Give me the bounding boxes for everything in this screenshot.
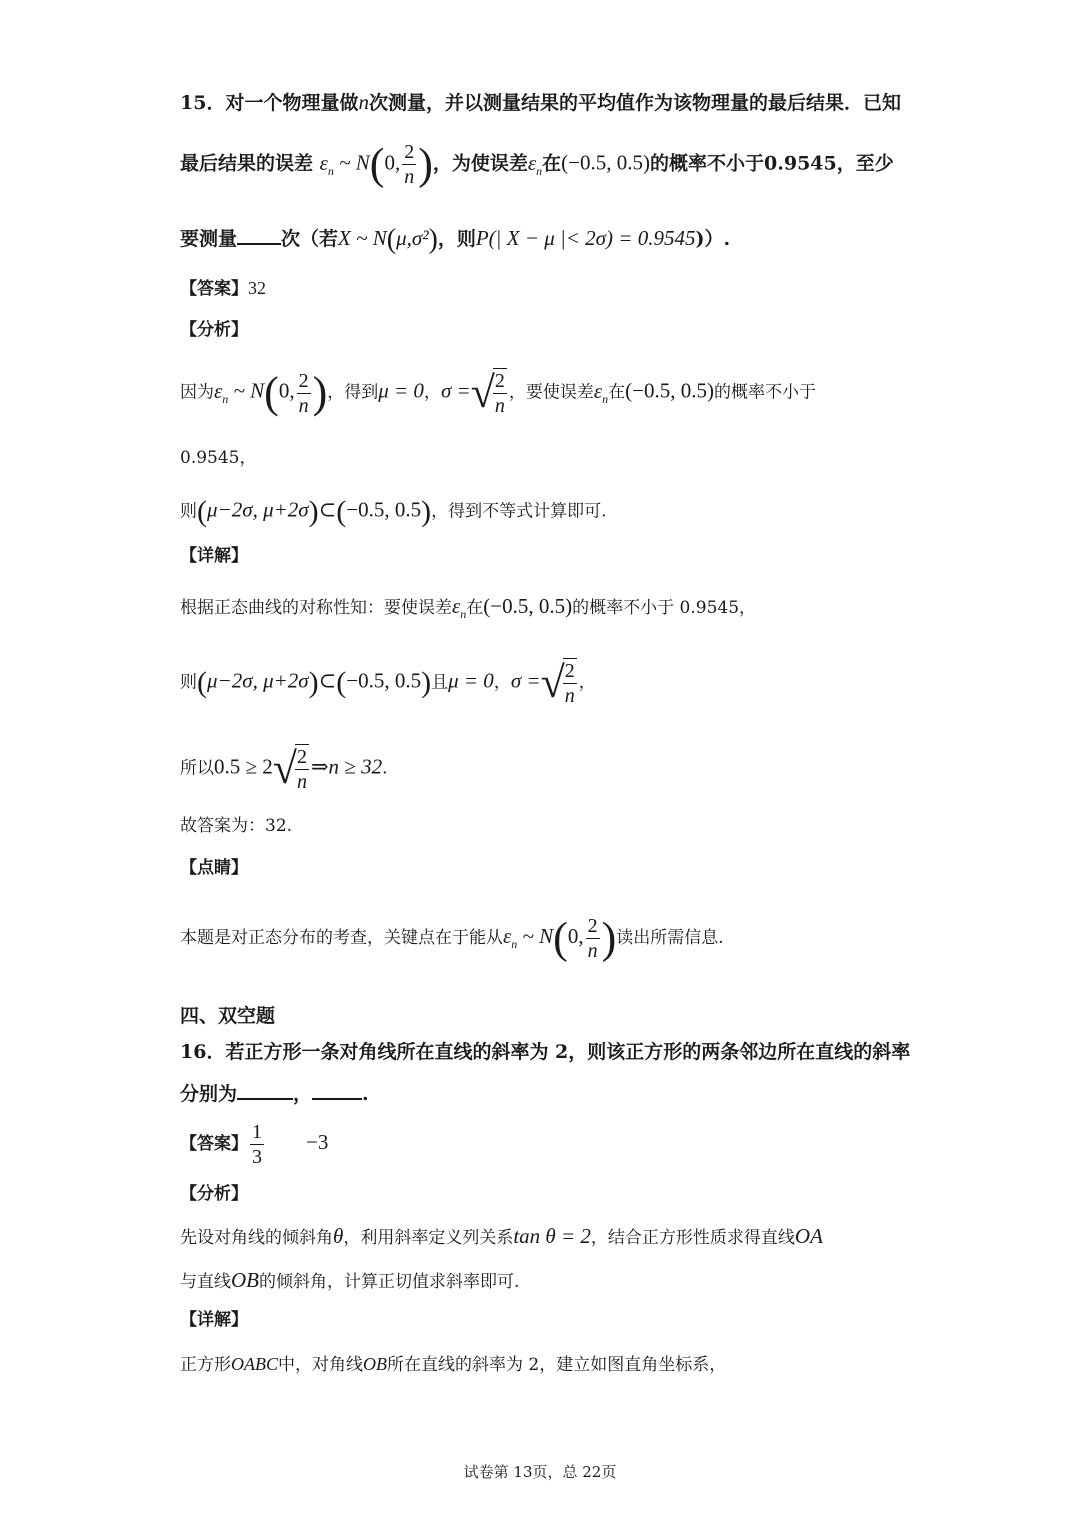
q16-text: . bbox=[362, 1083, 369, 1105]
text: ，得到 bbox=[327, 382, 379, 403]
paren-right: ) bbox=[601, 913, 617, 963]
math-interval: (−0.5, 0.5) bbox=[625, 378, 714, 403]
math-ob: OB bbox=[231, 1268, 259, 1292]
text: 且 bbox=[431, 672, 449, 693]
answer-label: 【答案】 bbox=[180, 1134, 248, 1154]
q16-text: 16．若正方形一条对角线所在直线的斜率为 2，则该正方形的两条邻边所在直线的斜率 bbox=[180, 1041, 911, 1063]
q15-line-1 bbox=[180, 88, 901, 117]
math-mu-zero: μ = 0 bbox=[378, 378, 424, 403]
math-oabc: OABC bbox=[231, 1354, 278, 1374]
math-zero: 0, bbox=[278, 378, 295, 403]
paren-right: ) bbox=[421, 666, 432, 699]
math-epsilon-n: $\varepsilon_n$ bbox=[527, 150, 543, 178]
math-subset: ⊂ bbox=[318, 497, 337, 522]
q16-line-2 bbox=[180, 1080, 369, 1108]
math-tilde-n: ~ N bbox=[333, 150, 370, 175]
q15-text: )）. bbox=[695, 228, 731, 250]
text: 本题是对正态分布的考查，关键点在于能从 bbox=[180, 928, 503, 948]
text: 中，对角线 bbox=[278, 1355, 363, 1375]
paren-right: ) bbox=[308, 666, 319, 699]
page-number: 试卷第 13页，总 22页 bbox=[463, 1463, 617, 1481]
q15-text: 要测量 bbox=[180, 228, 238, 250]
q16-detail-line-1 bbox=[180, 1350, 726, 1379]
math-epsilon-n: $\varepsilon_n$ bbox=[452, 594, 467, 622]
q15-detail-line-3 bbox=[180, 744, 387, 794]
math-epsilon-n: $\varepsilon_n$ bbox=[593, 378, 609, 406]
math-zero: 0, bbox=[567, 924, 584, 948]
paren-left: ( bbox=[197, 666, 207, 699]
q15-analysis-line-2 bbox=[180, 444, 256, 472]
sqrt-2-over-n: √ $\frac{2}{n}$ bbox=[470, 368, 505, 417]
math-interval: −0.5, 0.5 bbox=[346, 668, 422, 693]
q15-text: 最后结果的误差 bbox=[180, 152, 314, 175]
text: 的概率不小于 bbox=[714, 382, 816, 403]
q15-text: 在 bbox=[542, 152, 562, 175]
section-title: 四、双空题 bbox=[180, 1005, 276, 1027]
q16-line-1 bbox=[180, 1038, 910, 1066]
paren-left: ( bbox=[197, 495, 207, 528]
paren-right: ) bbox=[308, 495, 319, 528]
math-zero: 0, bbox=[384, 150, 401, 175]
paren-left: ( bbox=[386, 224, 397, 255]
sqrt-2-over-n: √ $\frac{2}{n}$ bbox=[272, 744, 307, 793]
math-mu-sigma: μ,σ² bbox=[396, 226, 429, 250]
math-interval: (−0.5, 0.5) bbox=[483, 594, 573, 618]
math-result: n ≥ 32 bbox=[328, 754, 383, 779]
q16-text: 分别为 bbox=[180, 1083, 238, 1105]
paren-right: ) bbox=[418, 139, 433, 189]
paren-left: ( bbox=[369, 139, 385, 189]
q15-detail-line-1 bbox=[180, 592, 756, 628]
math-tan: tan θ = 2 bbox=[513, 1224, 591, 1248]
detail-label: 【详解】 bbox=[180, 1310, 248, 1330]
fraction-2-over-n: $\frac{2}{n}$ bbox=[404, 141, 415, 188]
text: ， bbox=[578, 672, 596, 693]
math-interval: (−0.5, 0.5) bbox=[561, 150, 651, 175]
page-footer bbox=[0, 1460, 1080, 1484]
math-theta: θ bbox=[333, 1224, 344, 1248]
q15-text: ，为使误差 bbox=[432, 152, 528, 175]
text: 因为 bbox=[180, 382, 214, 403]
analysis-label: 【分析】 bbox=[180, 1184, 248, 1204]
text: ，得到不等式计算即可. bbox=[431, 501, 607, 522]
q16-text: ， bbox=[293, 1083, 313, 1105]
q15-analysis-label bbox=[180, 316, 248, 344]
math-ob: OB bbox=[363, 1354, 387, 1374]
q15-comment-label bbox=[180, 854, 248, 882]
paren-left: ( bbox=[264, 368, 279, 417]
math-tilde-n: ~ N bbox=[228, 378, 265, 403]
q15-answer bbox=[180, 274, 266, 303]
q15-detail-label bbox=[180, 542, 248, 570]
fraction-2-over-n: $\frac{2}{n}$ bbox=[298, 369, 309, 417]
paren-right: ) bbox=[428, 224, 438, 255]
q15-text: 次（若 bbox=[281, 228, 339, 250]
math-interval-expr: μ−2σ, μ+2σ bbox=[207, 497, 309, 522]
math-oa: OA bbox=[794, 1224, 823, 1248]
q15-text: ，则 bbox=[437, 228, 476, 250]
text: 故答案为：32. bbox=[180, 816, 293, 836]
fraction-2-over-n: $\frac{2}{n}$ bbox=[587, 915, 598, 962]
q16-detail-label bbox=[180, 1306, 248, 1334]
paren-left: ( bbox=[553, 913, 568, 963]
paren-left: ( bbox=[336, 495, 347, 528]
text: 所以 bbox=[180, 758, 214, 779]
paren-left: ( bbox=[336, 666, 347, 699]
answer-blank-1[interactable] bbox=[237, 1098, 293, 1100]
text: ， bbox=[493, 672, 511, 693]
q15-detail-line-4 bbox=[180, 812, 292, 840]
text: 所在直线的斜率为 2，建立如图直角坐标系， bbox=[387, 1355, 727, 1375]
q16-analysis-line-1 bbox=[180, 1222, 823, 1252]
q16-analysis-line-2 bbox=[180, 1266, 519, 1296]
text: . bbox=[382, 758, 388, 779]
comment-label: 【点睛】 bbox=[180, 858, 248, 878]
text: 根据正态曲线的对称性知：要使误差 bbox=[180, 598, 452, 618]
text: 的倾斜角，计算正切值求斜率即可. bbox=[259, 1272, 520, 1292]
q16-answer bbox=[180, 1120, 328, 1169]
math-subset: ⊂ bbox=[318, 668, 337, 693]
math-tilde-n: ~ N bbox=[517, 924, 554, 948]
math-interval-expr: μ−2σ, μ+2σ bbox=[207, 668, 309, 693]
answer-blank-2[interactable] bbox=[312, 1098, 362, 1100]
text: 读出所需信息. bbox=[616, 928, 724, 948]
text: ，要使误差 bbox=[508, 382, 594, 403]
q15-analysis-line-3 bbox=[180, 490, 607, 534]
math-mu-zero: μ = 0 bbox=[448, 668, 494, 693]
math-interval: −0.5, 0.5 bbox=[346, 497, 422, 522]
math-n: n bbox=[358, 90, 369, 114]
text: 的概率不小于 0.9545， bbox=[572, 598, 757, 618]
math-epsilon-n: $\varepsilon_n$ bbox=[319, 150, 334, 178]
answer-label: 【答案】 bbox=[180, 279, 248, 299]
text: ，利用斜率定义列关系 bbox=[343, 1228, 514, 1248]
math-sigma-eq: σ = bbox=[510, 668, 541, 693]
q15-text: 次测量，并以测量结果的平均值作为该物理量的最后结果．已知 bbox=[368, 92, 901, 114]
fraction-1-over-3: $\frac{1}{3}$ bbox=[252, 1121, 262, 1168]
q15-prob: 0.9545 bbox=[764, 152, 837, 175]
text: 在 bbox=[608, 382, 626, 403]
q16-analysis-label bbox=[180, 1180, 248, 1208]
text: ，结合正方形性质求得直线 bbox=[590, 1228, 795, 1248]
detail-label: 【详解】 bbox=[180, 546, 248, 566]
section-heading bbox=[180, 1002, 275, 1030]
q15-line-2 bbox=[180, 140, 894, 189]
math-epsilon-n: $\varepsilon_n$ bbox=[503, 924, 518, 952]
text: 先设对角线的倾斜角 bbox=[180, 1228, 333, 1248]
q15-text: 的概率不小于 bbox=[650, 152, 765, 175]
math-dist-x: X ~ N bbox=[338, 226, 387, 250]
analysis-label: 【分析】 bbox=[180, 320, 248, 340]
text: 与直线 bbox=[180, 1272, 231, 1292]
math-epsilon-n: $\varepsilon_n$ bbox=[214, 378, 229, 406]
text: 0.9545， bbox=[180, 448, 257, 468]
q15-text: 15．对一个物理量做 bbox=[180, 92, 359, 114]
sqrt-2-over-n: √ $\frac{2}{n}$ bbox=[540, 658, 575, 707]
text: 正方形 bbox=[180, 1355, 231, 1375]
text: 则 bbox=[180, 501, 197, 522]
q15-line-3 bbox=[180, 218, 730, 262]
text: ， bbox=[423, 382, 441, 403]
text: 在 bbox=[466, 598, 484, 618]
paren-right: ) bbox=[312, 368, 328, 417]
q15-detail-line-2 bbox=[180, 658, 596, 708]
math-prob-expr: P(| X − μ |< 2σ) = 0.9545 bbox=[475, 226, 696, 250]
q15-analysis-line-1 bbox=[180, 368, 816, 418]
math-implies: ⇒ bbox=[310, 754, 329, 779]
q15-comment-line-1 bbox=[180, 914, 724, 963]
math-ineq: 0.5 ≥ 2 bbox=[214, 754, 273, 779]
paren-right: ) bbox=[421, 495, 432, 528]
answer-value: 32 bbox=[248, 278, 266, 298]
answer-value-2: −3 bbox=[306, 1130, 329, 1154]
answer-blank[interactable] bbox=[237, 243, 281, 245]
q15-text: ，至少 bbox=[836, 152, 894, 175]
math-sigma-eq: σ = bbox=[440, 378, 471, 403]
text: 则 bbox=[180, 672, 197, 693]
